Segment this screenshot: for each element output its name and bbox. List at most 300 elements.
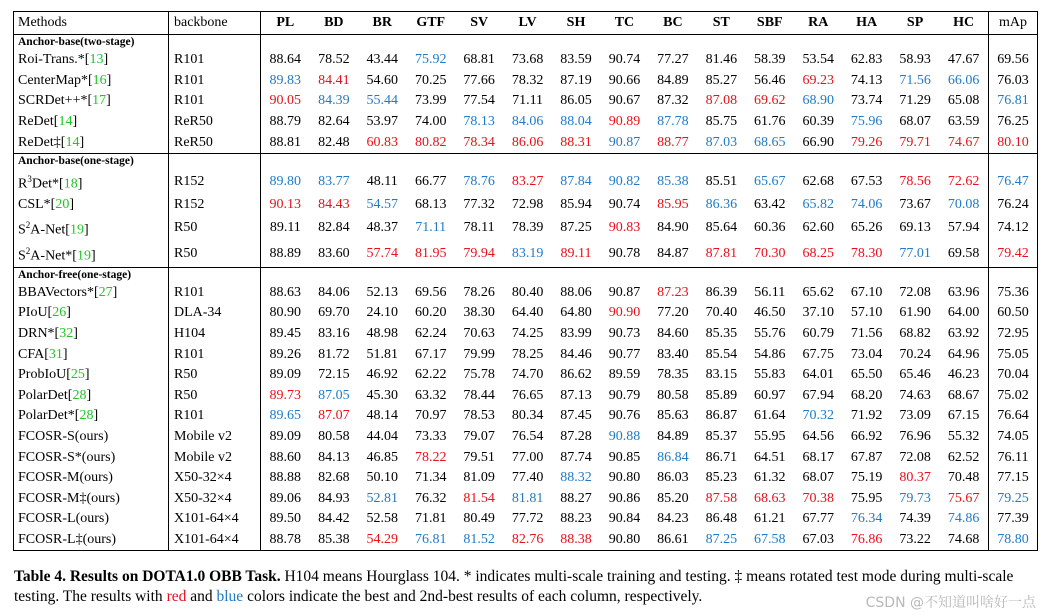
score-cell: 81.95 — [414, 245, 447, 261]
score-cell: 69.62 — [754, 93, 786, 109]
score-cell: 63.96 — [947, 284, 980, 300]
score-cell: 90.85 — [608, 449, 641, 465]
method-superscript: 2 — [25, 245, 31, 256]
score-cell: 73.99 — [414, 93, 447, 109]
map-cell: 76.03 — [989, 71, 1038, 92]
score-cell: 81.09 — [463, 470, 495, 486]
score-cell: 72.98 — [511, 196, 544, 212]
score-cell: 55.95 — [754, 428, 786, 444]
header-map: mAp — [989, 12, 1038, 35]
score-cell: 38.30 — [463, 305, 495, 321]
score-cell: 66.77 — [414, 173, 447, 189]
score-cell: 61.32 — [754, 470, 786, 486]
results-table — [13, 11, 1038, 551]
score-cell: 76.54 — [511, 428, 544, 444]
score-cell: 48.98 — [366, 326, 399, 342]
citation-link[interactable]: 16 — [92, 72, 107, 88]
header-bc: BC — [649, 12, 697, 35]
score-cell: 71.11 — [415, 220, 447, 236]
map-cell: 60.50 — [989, 303, 1038, 324]
score-cell: 78.52 — [318, 52, 350, 68]
citation-bracket: ] — [103, 52, 109, 68]
method-cell — [14, 241, 169, 267]
score-cell: 85.20 — [657, 490, 689, 506]
score-cell: 90.87 — [608, 134, 641, 150]
backbone-cell: R101 — [169, 283, 261, 304]
score-cell: 86.48 — [705, 511, 738, 527]
table-row — [14, 303, 1038, 324]
score-cell: 54.86 — [754, 346, 786, 362]
score-cell: 73.04 — [850, 346, 883, 362]
score-cell: 87.03 — [705, 134, 738, 150]
score-cell: 62.60 — [802, 220, 834, 236]
score-cell: 86.36 — [705, 196, 738, 212]
header-ra: RA — [794, 12, 842, 35]
citation-link[interactable]: 28 — [79, 408, 94, 424]
score-cell: 88.32 — [560, 470, 592, 486]
map-cell: 80.10 — [989, 132, 1038, 153]
score-cell: 80.58 — [657, 387, 689, 403]
score-cell: 80.34 — [511, 408, 544, 424]
section-spacer — [989, 153, 1038, 169]
header-sbf: SBF — [746, 12, 794, 35]
table-row — [14, 215, 1038, 241]
method-name: PolarDet*[ — [18, 408, 80, 424]
score-cell: 76.96 — [899, 428, 931, 444]
method-name: ProbIoU[ — [18, 367, 71, 383]
score-cell: 87.08 — [705, 93, 738, 109]
score-cell: 78.76 — [463, 173, 495, 189]
score-cell: 78.30 — [850, 245, 883, 261]
method-name: ReDet[ — [18, 114, 59, 130]
score-cell: 78.44 — [463, 387, 495, 403]
score-cell: 86.71 — [705, 449, 738, 465]
method-cell — [14, 215, 169, 241]
score-cell: 70.24 — [899, 346, 931, 362]
score-cell: 80.82 — [414, 134, 447, 150]
caption-text-1: H104 means Hourglass 104. * indicates multi-scale training and testing. ‡ means rotated test mode during multi-scale testing. The results with — [14, 568, 1014, 605]
map-cell: 75.36 — [989, 283, 1038, 304]
score-cell: 88.63 — [269, 284, 302, 300]
backbone-cell: H104 — [169, 324, 261, 345]
citation-link[interactable]: 20 — [55, 196, 70, 212]
score-cell: 72.08 — [899, 284, 931, 300]
citation-link[interactable]: 28 — [72, 387, 87, 403]
score-cell: 84.90 — [657, 220, 689, 236]
score-cell: 62.68 — [802, 173, 834, 189]
table-row — [14, 71, 1038, 92]
score-cell: 85.23 — [705, 470, 738, 486]
score-cell: 78.26 — [463, 284, 495, 300]
score-cell: 86.03 — [657, 470, 689, 486]
map-cell: 69.56 — [989, 50, 1038, 71]
method-cell — [14, 406, 169, 427]
score-cell: 88.79 — [269, 114, 302, 130]
score-cell: 84.93 — [318, 490, 350, 506]
score-cell: 46.85 — [366, 449, 399, 465]
score-cell: 60.83 — [366, 134, 399, 150]
citation-link[interactable]: 19 — [69, 222, 84, 238]
table-row — [14, 365, 1038, 386]
score-cell: 67.17 — [414, 346, 447, 362]
header-br: BR — [358, 12, 406, 35]
method-cell — [14, 468, 169, 489]
map-cell: 70.04 — [989, 365, 1038, 386]
citation-link[interactable]: 31 — [48, 346, 63, 362]
score-cell: 80.58 — [318, 428, 350, 444]
citation-bracket: ] — [69, 196, 75, 212]
citation-link[interactable]: 17 — [92, 93, 107, 109]
citation-bracket: ] — [112, 284, 118, 300]
score-cell: 90.87 — [608, 284, 641, 300]
map-cell: 76.81 — [989, 91, 1038, 112]
score-cell: 84.41 — [318, 72, 350, 88]
score-cell: 86.05 — [560, 93, 592, 109]
score-cell: 86.39 — [705, 284, 738, 300]
method-cell — [14, 324, 169, 345]
score-cell: 81.81 — [511, 490, 544, 506]
score-cell: 90.05 — [269, 93, 302, 109]
score-cell: 82.48 — [318, 134, 350, 150]
backbone-cell: Mobile v2 — [169, 427, 261, 448]
score-cell: 87.25 — [560, 220, 592, 236]
citation-link[interactable]: 14 — [65, 134, 80, 150]
header-st: ST — [697, 12, 745, 35]
score-cell: 90.83 — [608, 220, 641, 236]
score-cell: 81.72 — [318, 346, 350, 362]
method-cell — [14, 303, 169, 324]
score-cell: 65.67 — [754, 173, 786, 189]
score-cell: 83.77 — [318, 173, 350, 189]
score-cell: 79.99 — [463, 346, 495, 362]
score-cell: 65.62 — [802, 284, 834, 300]
map-cell: 76.11 — [989, 447, 1038, 468]
score-cell: 84.23 — [657, 511, 689, 527]
score-cell: 74.13 — [850, 72, 883, 88]
score-cell: 73.22 — [891, 530, 939, 551]
backbone-cell: R101 — [169, 406, 261, 427]
table-row — [14, 488, 1038, 509]
score-cell: 73.33 — [414, 428, 447, 444]
score-cell: 75.67 — [947, 490, 980, 506]
score-cell: 78.34 — [463, 134, 495, 150]
score-cell: 67.58 — [746, 530, 794, 551]
score-cell: 84.39 — [318, 93, 350, 109]
method-cell — [14, 344, 169, 365]
map-cell: 76.47 — [989, 169, 1038, 195]
score-cell: 85.64 — [705, 220, 738, 236]
section-spacer — [169, 267, 261, 283]
score-cell: 57.10 — [850, 305, 883, 321]
score-cell: 68.20 — [850, 387, 883, 403]
header-pl: PL — [261, 12, 310, 35]
citation-bracket: ] — [90, 248, 96, 264]
method-cell — [14, 91, 169, 112]
score-cell: 87.45 — [560, 408, 592, 424]
score-cell: 77.54 — [463, 93, 495, 109]
score-cell: 68.07 — [899, 114, 931, 130]
map-cell: 78.80 — [989, 530, 1038, 551]
score-cell: 87.81 — [705, 245, 738, 261]
map-cell: 75.05 — [989, 344, 1038, 365]
score-cell: 68.65 — [754, 134, 786, 150]
table-header-row — [14, 12, 1038, 35]
citation-link[interactable]: 19 — [76, 248, 91, 264]
score-cell: 68.63 — [754, 490, 786, 506]
score-cell: 90.66 — [608, 72, 641, 88]
score-cell: 90.77 — [608, 346, 641, 362]
score-cell: 90.74 — [608, 196, 641, 212]
score-cell: 60.79 — [802, 326, 834, 342]
score-cell: 87.05 — [318, 387, 350, 403]
score-cell: 88.81 — [269, 134, 302, 150]
score-cell: 79.26 — [850, 134, 883, 150]
score-cell: 52.13 — [366, 284, 399, 300]
score-cell: 85.63 — [657, 408, 689, 424]
score-cell: 75.96 — [850, 114, 883, 130]
score-cell: 78.35 — [657, 367, 689, 383]
score-cell: 74.06 — [850, 196, 883, 212]
backbone-cell: R152 — [169, 195, 261, 216]
score-cell: 67.75 — [802, 346, 834, 362]
score-cell: 89.59 — [608, 367, 641, 383]
citation-bracket: ] — [86, 387, 92, 403]
header-backbone: backbone — [169, 12, 261, 35]
map-cell: 72.95 — [989, 324, 1038, 345]
score-cell: 84.06 — [318, 284, 350, 300]
score-cell: 83.40 — [657, 346, 689, 362]
citation-link[interactable]: 26 — [52, 305, 67, 321]
score-cell: 64.01 — [802, 367, 834, 383]
score-cell: 89.65 — [269, 408, 302, 424]
score-cell: 89.06 — [269, 490, 302, 506]
score-cell: 68.90 — [802, 93, 834, 109]
score-cell: 71.34 — [414, 470, 447, 486]
score-cell: 85.89 — [705, 387, 738, 403]
score-cell: 80.90 — [269, 305, 302, 321]
map-cell: 79.42 — [989, 241, 1038, 267]
header-bd: BD — [310, 12, 358, 35]
score-cell: 84.46 — [560, 346, 592, 362]
score-cell: 87.78 — [657, 114, 689, 130]
section-spacer — [169, 35, 261, 51]
score-cell: 88.60 — [269, 449, 302, 465]
score-cell: 82.76 — [503, 530, 551, 551]
score-cell: 77.32 — [463, 196, 495, 212]
score-cell: 57.74 — [366, 245, 399, 261]
caption-red-word: red — [166, 588, 187, 605]
score-cell: 53.54 — [802, 52, 834, 68]
score-cell: 71.56 — [899, 72, 931, 88]
backbone-cell: DLA-34 — [169, 303, 261, 324]
citation-link[interactable]: 25 — [70, 367, 85, 383]
score-cell: 88.04 — [560, 114, 592, 130]
map-cell: 79.25 — [989, 488, 1038, 509]
table-row — [14, 112, 1038, 133]
score-cell: 58.93 — [899, 52, 931, 68]
score-cell: 79.51 — [463, 449, 495, 465]
method-cell — [14, 530, 169, 551]
score-cell: 89.50 — [269, 511, 302, 527]
citation-bracket: ] — [73, 326, 78, 342]
score-cell: 89.26 — [269, 346, 302, 362]
score-cell: 81.52 — [455, 530, 503, 551]
method-name-rest: Det*[ — [31, 176, 64, 192]
score-cell: 67.53 — [850, 173, 883, 189]
score-cell: 86.84 — [657, 449, 689, 465]
caption-title: Results on DOTA1.0 OBB Task. — [69, 568, 281, 585]
header-gtf: GTF — [406, 12, 454, 35]
section-header-row — [14, 153, 1038, 169]
score-cell: 70.48 — [947, 470, 980, 486]
method-cell — [14, 509, 169, 530]
citation-link[interactable]: 14 — [58, 114, 73, 130]
score-cell: 83.59 — [560, 52, 592, 68]
score-cell: 77.40 — [511, 470, 544, 486]
score-cell: 71.81 — [414, 511, 447, 527]
score-cell: 84.13 — [318, 449, 350, 465]
score-cell: 68.82 — [899, 326, 931, 342]
score-cell: 75.78 — [463, 367, 495, 383]
score-cell: 75.19 — [850, 470, 883, 486]
score-cell: 83.27 — [511, 173, 544, 189]
score-cell: 64.96 — [947, 346, 980, 362]
score-cell: 78.32 — [511, 72, 544, 88]
score-cell: 67.87 — [850, 449, 883, 465]
score-cell: 77.72 — [511, 511, 544, 527]
score-cell: 87.84 — [560, 173, 592, 189]
score-cell: 52.58 — [366, 511, 399, 527]
table-row — [14, 530, 1038, 551]
score-cell: 54.57 — [366, 196, 399, 212]
citation-link[interactable]: 27 — [98, 284, 113, 300]
method-name-rest: A-Net*[ — [30, 248, 77, 264]
table-row — [14, 509, 1038, 530]
score-cell: 68.67 — [947, 387, 980, 403]
score-cell: 62.22 — [414, 367, 447, 383]
score-cell: 82.64 — [318, 114, 350, 130]
score-cell: 77.00 — [511, 449, 544, 465]
map-cell: 77.15 — [989, 468, 1038, 489]
score-cell: 62.83 — [850, 52, 883, 68]
citation-link[interactable]: 18 — [63, 176, 78, 192]
score-cell: 72.15 — [318, 367, 350, 383]
method-cell — [14, 71, 169, 92]
score-cell: 56.11 — [754, 284, 786, 300]
score-cell: 60.97 — [754, 387, 786, 403]
score-cell: 65.46 — [899, 367, 931, 383]
method-name: FCOSR-L(ours) — [18, 511, 110, 527]
table-row — [14, 91, 1038, 112]
method-cell — [14, 112, 169, 133]
table-row — [14, 447, 1038, 468]
header-tc: TC — [600, 12, 648, 35]
score-cell: 88.64 — [269, 52, 302, 68]
score-cell: 79.73 — [899, 490, 931, 506]
method-name: PIoU[ — [18, 305, 53, 321]
section-spacer — [989, 267, 1038, 283]
score-cell: 88.23 — [560, 511, 592, 527]
method-name: CFA[ — [18, 346, 49, 362]
score-cell: 47.67 — [947, 52, 980, 68]
score-cell: 68.81 — [463, 52, 495, 68]
score-cell: 85.27 — [705, 72, 738, 88]
score-cell: 85.95 — [657, 196, 689, 212]
citation-bracket: ] — [84, 367, 90, 383]
score-cell: 84.87 — [657, 245, 689, 261]
score-cell: 48.11 — [366, 173, 398, 189]
method-name: FCOSR-M(ours) — [18, 470, 113, 486]
score-cell: 73.67 — [899, 196, 931, 212]
score-cell: 71.92 — [850, 408, 883, 424]
score-cell: 74.86 — [947, 511, 980, 527]
score-cell: 76.81 — [406, 530, 454, 551]
score-cell: 73.68 — [511, 52, 544, 68]
score-cell: 80.40 — [511, 284, 544, 300]
score-cell: 78.56 — [899, 173, 931, 189]
score-cell: 46.92 — [366, 367, 399, 383]
score-cell: 74.63 — [899, 387, 931, 403]
score-cell: 90.84 — [608, 511, 641, 527]
citation-link[interactable]: 32 — [59, 326, 74, 342]
section-title: Anchor-free(one-stage) — [14, 267, 169, 283]
watermark: CSDN @不知道叫啥好一点 — [865, 595, 1036, 611]
score-cell: 60.20 — [414, 305, 447, 321]
score-cell: 82.68 — [318, 470, 350, 486]
method-name: CenterMap*[ — [18, 72, 93, 88]
map-cell: 76.64 — [989, 406, 1038, 427]
score-cell: 66.90 — [802, 134, 834, 150]
score-cell: 74.67 — [947, 134, 980, 150]
score-cell: 82.84 — [318, 220, 350, 236]
section-header-row — [14, 267, 1038, 283]
method-cell — [14, 169, 169, 195]
score-cell: 90.89 — [608, 114, 641, 130]
method-cell — [14, 488, 169, 509]
score-cell: 69.13 — [899, 220, 931, 236]
score-cell: 75.92 — [414, 52, 447, 68]
method-name: R — [18, 176, 28, 192]
score-cell: 68.25 — [802, 245, 834, 261]
score-cell: 64.80 — [560, 305, 592, 321]
score-cell: 78.13 — [463, 114, 495, 130]
method-cell — [14, 427, 169, 448]
backbone-cell: R50 — [169, 215, 261, 241]
score-cell: 84.42 — [318, 511, 350, 527]
citation-bracket: ] — [62, 346, 68, 362]
table-row — [14, 468, 1038, 489]
citation-link[interactable]: 13 — [89, 52, 104, 68]
score-cell: 70.30 — [754, 245, 786, 261]
score-cell: 90.80 — [600, 530, 648, 551]
score-cell: 90.79 — [608, 387, 641, 403]
score-cell: 44.04 — [366, 428, 399, 444]
score-cell: 60.36 — [754, 220, 786, 236]
score-cell: 45.30 — [366, 387, 399, 403]
score-cell: 69.70 — [318, 305, 350, 321]
method-name: ReDet‡[ — [18, 134, 66, 150]
score-cell: 78.11 — [463, 220, 495, 236]
score-cell: 89.73 — [269, 387, 302, 403]
score-cell: 87.25 — [697, 530, 745, 551]
score-cell: 51.81 — [366, 346, 399, 362]
citation-bracket: ] — [93, 408, 99, 424]
table-row — [14, 344, 1038, 365]
score-cell: 78.22 — [414, 449, 447, 465]
method-cell — [14, 132, 169, 153]
score-cell: 54.29 — [358, 530, 406, 551]
header-hc: HC — [939, 12, 988, 35]
